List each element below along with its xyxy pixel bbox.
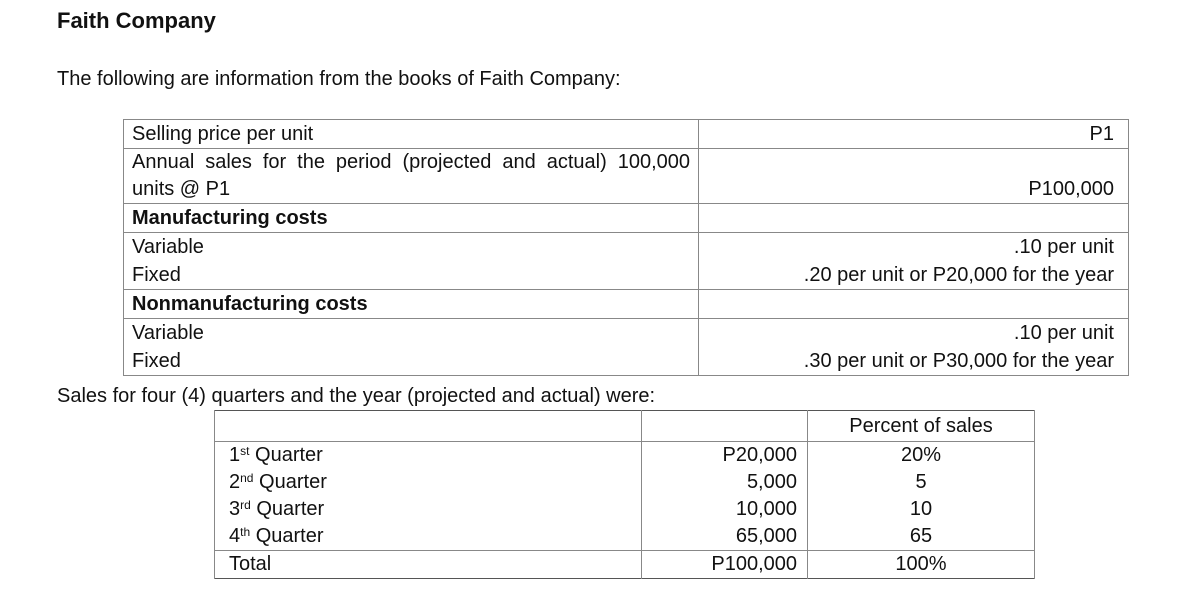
percent-header: Percent of sales bbox=[808, 411, 1035, 442]
manufacturing-heading-blank bbox=[699, 204, 1129, 233]
quarter-label: 1st Quarter bbox=[215, 442, 642, 470]
mfg-fixed-row bbox=[124, 261, 1129, 290]
nonmfg-fixed-value: .30 per unit or P30,000 for the year bbox=[699, 347, 1129, 376]
sales-intro-text: Sales for four (4) quarters and the year (projected and actual) were: bbox=[57, 385, 656, 407]
quarter-amount: 65,000 bbox=[642, 523, 808, 551]
cost-info-table bbox=[123, 119, 1129, 376]
total-label: Total bbox=[215, 551, 642, 579]
quarter-header-blank bbox=[215, 411, 642, 442]
nonmfg-fixed-label: Fixed bbox=[124, 347, 699, 376]
quarter-percent: 10 bbox=[808, 496, 1035, 523]
quarterly-sales-table bbox=[214, 410, 1035, 579]
mfg-variable-value: .10 per unit bbox=[699, 233, 1129, 262]
quarter-percent: 5 bbox=[808, 469, 1035, 496]
quarter-amount: P20,000 bbox=[642, 442, 808, 470]
annual-sales-label: Annual sales for the period (projected and actual) 100,000 units @ P1 bbox=[124, 149, 699, 204]
annual-sales-value: P100,000 bbox=[699, 149, 1129, 204]
quarter-row-4 bbox=[215, 523, 1035, 551]
nonmanufacturing-heading-row bbox=[124, 290, 1129, 319]
nonmfg-variable-label: Variable bbox=[124, 319, 699, 348]
quarter-amount: 5,000 bbox=[642, 469, 808, 496]
manufacturing-heading: Manufacturing costs bbox=[124, 204, 699, 233]
quarter-label: 3rd Quarter bbox=[215, 496, 642, 523]
intro-text: The following are information from the books of Faith Company: bbox=[57, 68, 621, 90]
quarter-row-1 bbox=[215, 442, 1035, 470]
mfg-variable-row bbox=[124, 233, 1129, 262]
mfg-variable-label: Variable bbox=[124, 233, 699, 262]
quarter-amount: 10,000 bbox=[642, 496, 808, 523]
selling-price-value: P1 bbox=[699, 120, 1129, 149]
page-title: Faith Company bbox=[57, 8, 216, 33]
quarter-label: 2nd Quarter bbox=[215, 469, 642, 496]
total-percent: 100% bbox=[808, 551, 1035, 579]
quarter-percent: 65 bbox=[808, 523, 1035, 551]
mfg-fixed-value: .20 per unit or P20,000 for the year bbox=[699, 261, 1129, 290]
quarter-percent: 20% bbox=[808, 442, 1035, 470]
mfg-fixed-label: Fixed bbox=[124, 261, 699, 290]
quarter-row-2 bbox=[215, 469, 1035, 496]
amount-header-blank bbox=[642, 411, 808, 442]
total-amount: P100,000 bbox=[642, 551, 808, 579]
quarter-label: 4th Quarter bbox=[215, 523, 642, 551]
nonmanufacturing-heading: Nonmanufacturing costs bbox=[124, 290, 699, 319]
manufacturing-heading-row bbox=[124, 204, 1129, 233]
quarter-row-3 bbox=[215, 496, 1035, 523]
annual-sales-row bbox=[124, 149, 1129, 204]
nonmfg-variable-value: .10 per unit bbox=[699, 319, 1129, 348]
nonmfg-variable-row bbox=[124, 319, 1129, 348]
total-row bbox=[215, 551, 1035, 579]
selling-price-label: Selling price per unit bbox=[124, 120, 699, 149]
sales-header-row bbox=[215, 411, 1035, 442]
nonmanufacturing-heading-blank bbox=[699, 290, 1129, 319]
nonmfg-fixed-row bbox=[124, 347, 1129, 376]
selling-price-row bbox=[124, 120, 1129, 149]
